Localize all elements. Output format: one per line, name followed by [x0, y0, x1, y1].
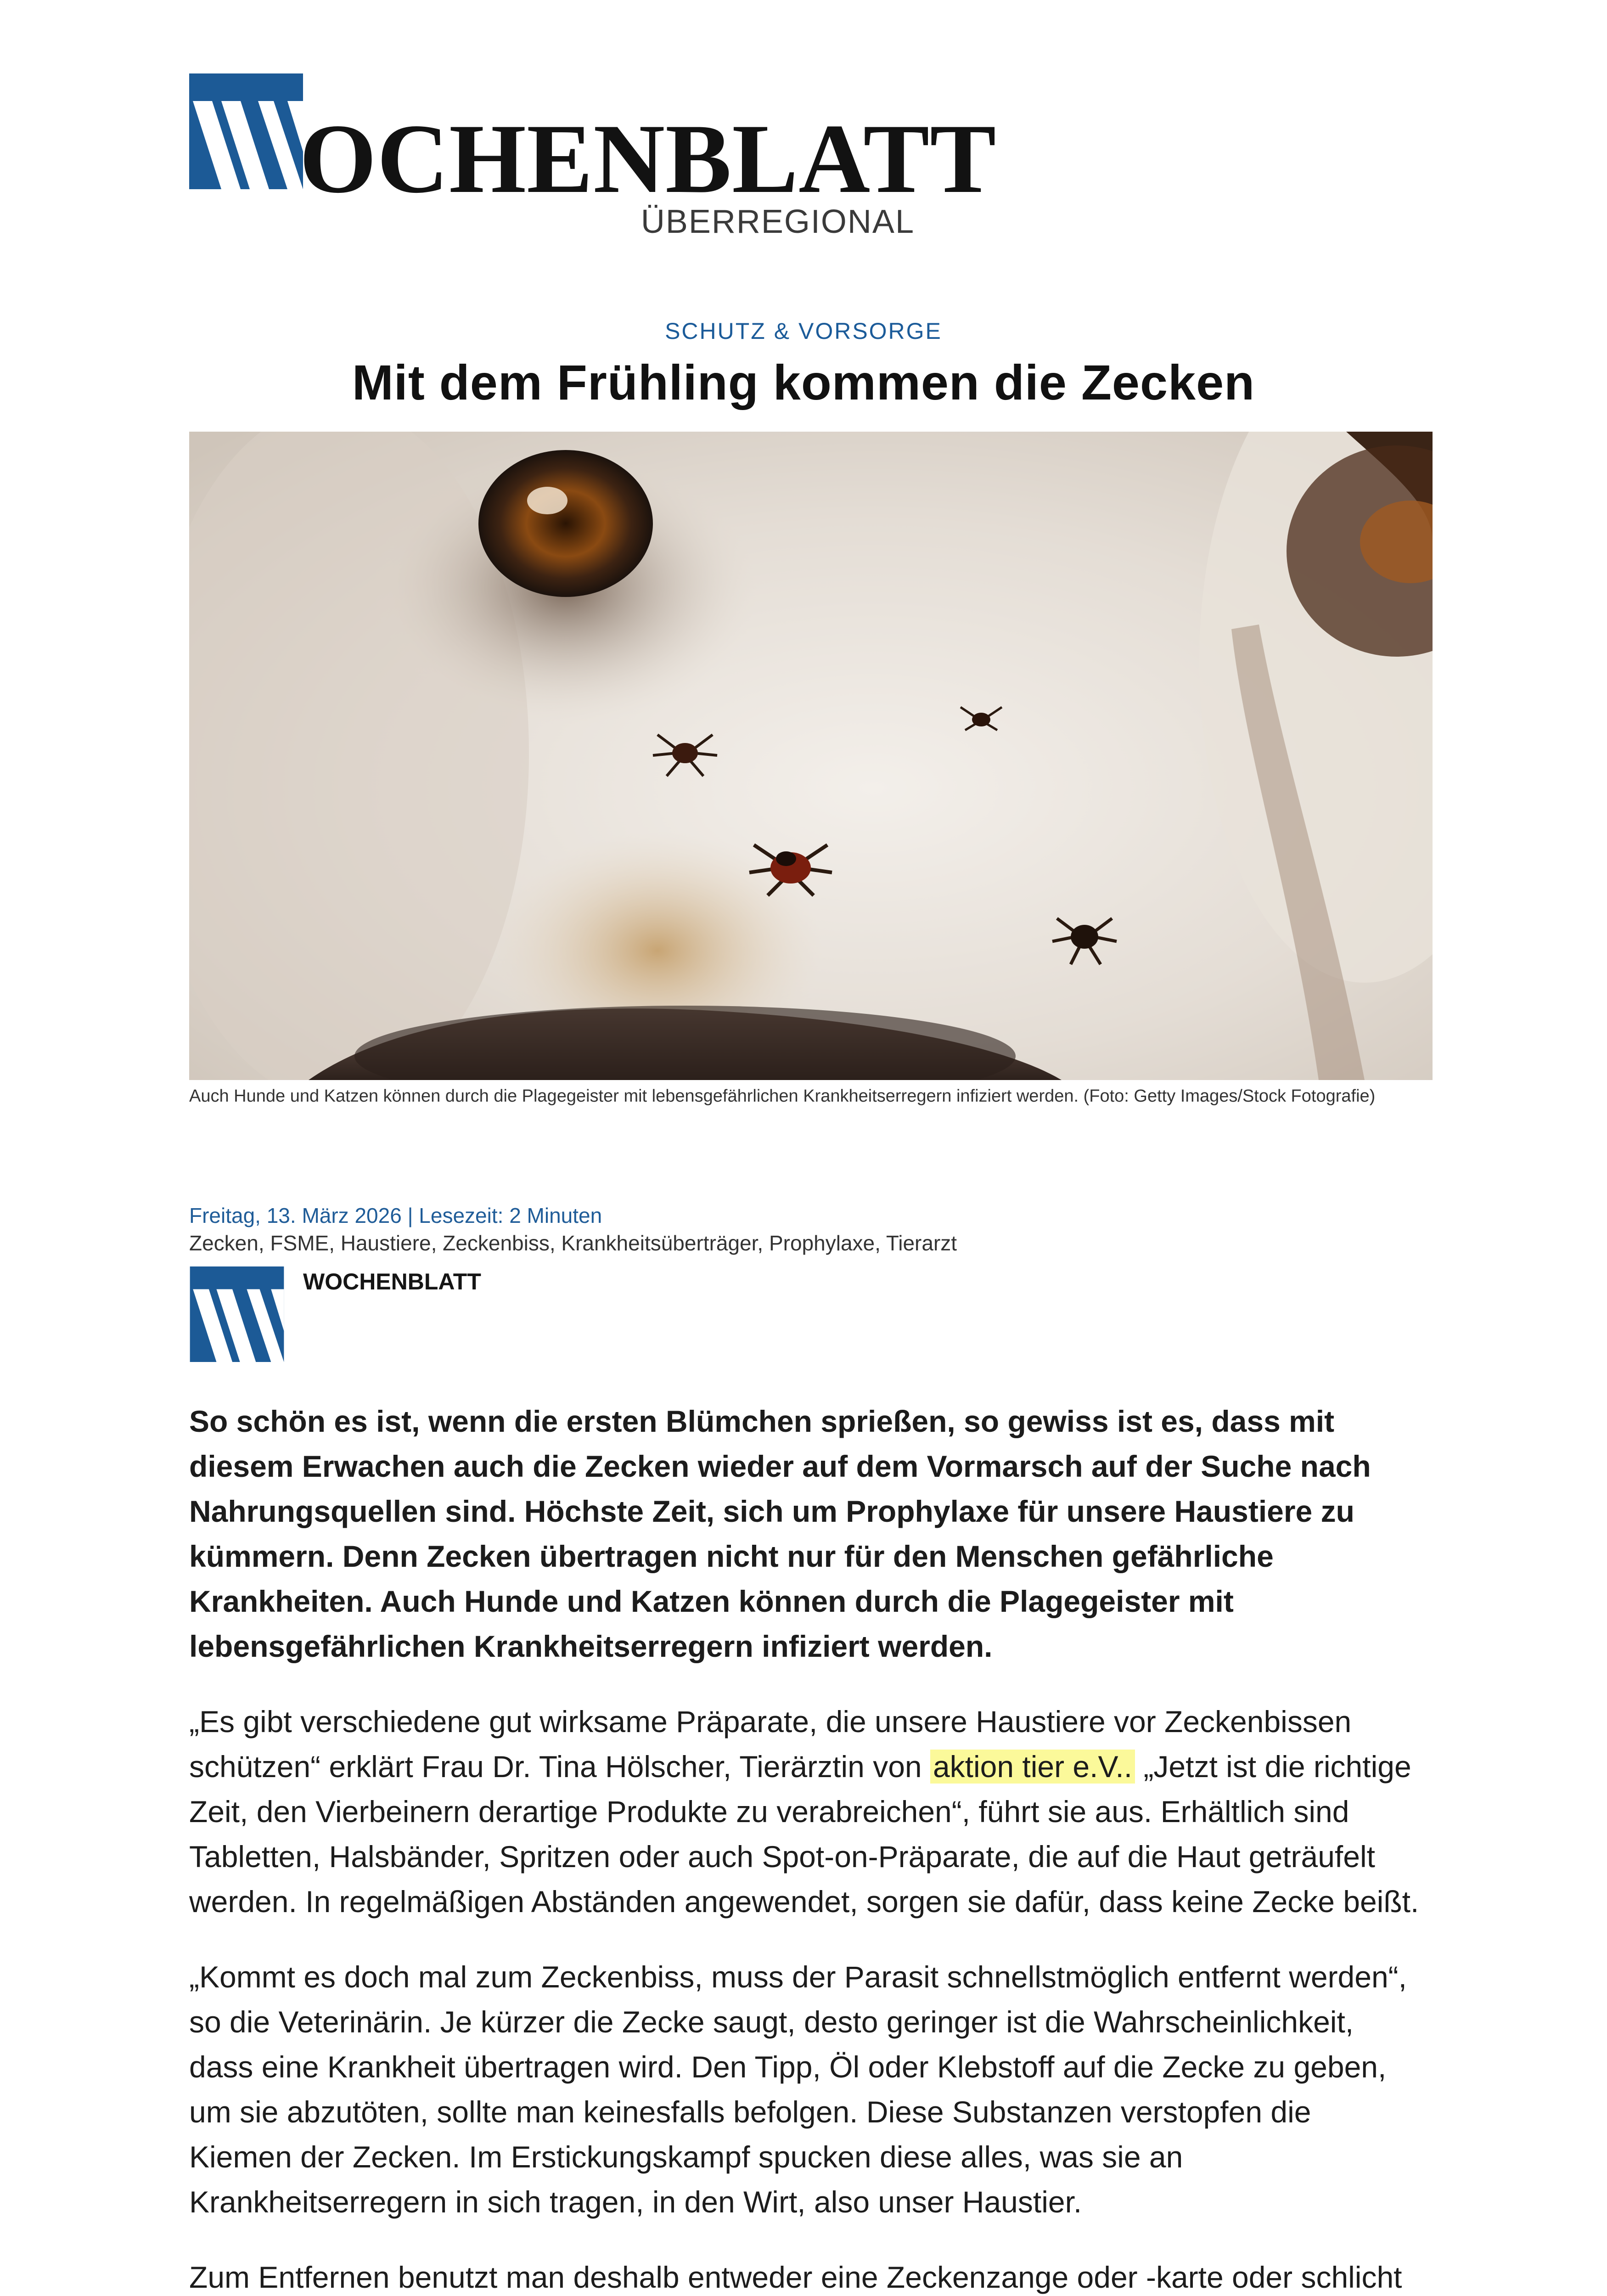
article-lead: So schön es ist, wenn die ersten Blümchen sprießen, so gewiss ist es, dass mit diesem Erwachen auch die Zecken wieder auf dem Vormarsch auf der Suche nach Nahrungsquellen sind. Höchste Zeit, sich um Prophylaxe für unsere Haustiere zu kümmern. Denn Zecken übertragen nicht nur für den Menschen gefährliche Krankheiten. Auch Hunde und Katzen können durch die Plagegeister mit lebensgefährlichen Krankheitserregern infiziert werden.	[189, 1404, 1371, 1663]
author-logo-icon[interactable]	[189, 1266, 285, 1362]
logo-subtitle: ÜBERREGIONAL	[641, 203, 915, 240]
paragraph-2-text-before: „Es gibt verschiedene gut wirksame Präparate, die unsere Haustiere vor Zeckenbissen schützen“ erklärt Frau Dr. Tina Hölscher, Tierärztin von	[189, 1705, 1352, 1784]
w-logo-mark-icon	[189, 73, 303, 189]
wochenblatt-logo[interactable]	[189, 73, 997, 240]
author-name[interactable]: WOCHENBLATT	[303, 1269, 481, 1294]
article-paragraph-2	[189, 1699, 1420, 1924]
hero-image[interactable]	[189, 432, 1433, 1080]
article-paragraph-4: Zum Entfernen benutzt man deshalb entweder eine Zeckenzange oder -karte oder schlicht	[189, 2260, 1402, 2294]
dog-with-ticks-photo	[189, 432, 1433, 1080]
aktion-tier-link[interactable]: aktion tier e.V..	[930, 1750, 1135, 1784]
article-meta: Freitag, 13. März 2026 | Lesezeit: 2 Minuten	[189, 1204, 602, 1227]
image-caption: Auch Hunde und Katzen können durch die Plagegeister mit lebensgefährlichen Krankheitserregern infiziert werden. (Foto: Getty Images/Stock Fotografie)	[189, 1086, 1376, 1106]
article-headline: Mit dem Frühling kommen die Zecken	[352, 355, 1255, 410]
logo-wordmark: OCHENBLATT	[299, 104, 997, 214]
article-tags[interactable]: Zecken, FSME, Haustiere, Zeckenbiss, Krankheitsüberträger, Prophylaxe, Tierarzt	[189, 1231, 957, 1255]
article-body	[189, 1399, 1420, 2296]
article-kicker[interactable]: SCHUTZ & VORSORGE	[665, 318, 942, 344]
paragraph-2-text-after: „Jetzt ist die richtige Zeit, den Vierbeinern derartige Produkte zu verabreichen“, führt sie aus. Erhältlich sind Tabletten, Halsbänder, Spritzen oder auch Spot-on-Präparate, die auf die Haut geträufelt werden. In regelmäßigen Abständen angewendet, sorgen sie dafür, dass keine Zecke beißt.	[189, 1750, 1419, 1919]
article-paragraph-3: „Kommt es doch mal zum Zeckenbiss, muss der Parasit schnellstmöglich entfernt werden“, so die Veterinärin. Je kürzer die Zecke saugt, desto geringer ist die Wahrscheinlichkeit, dass eine Krankheit übertragen wird. Den Tipp, Öl oder Klebstoff auf die Zecke zu geben, um sie abzutöten, sollte man keinesfalls befolgen. Diese Substanzen verstopfen die Kiemen der Zecken. Im Erstickungskampf spucken diese alles, was sie an Krankheitserregern in sich tragen, in den Wirt, also unser Haustier.	[189, 1960, 1407, 2219]
